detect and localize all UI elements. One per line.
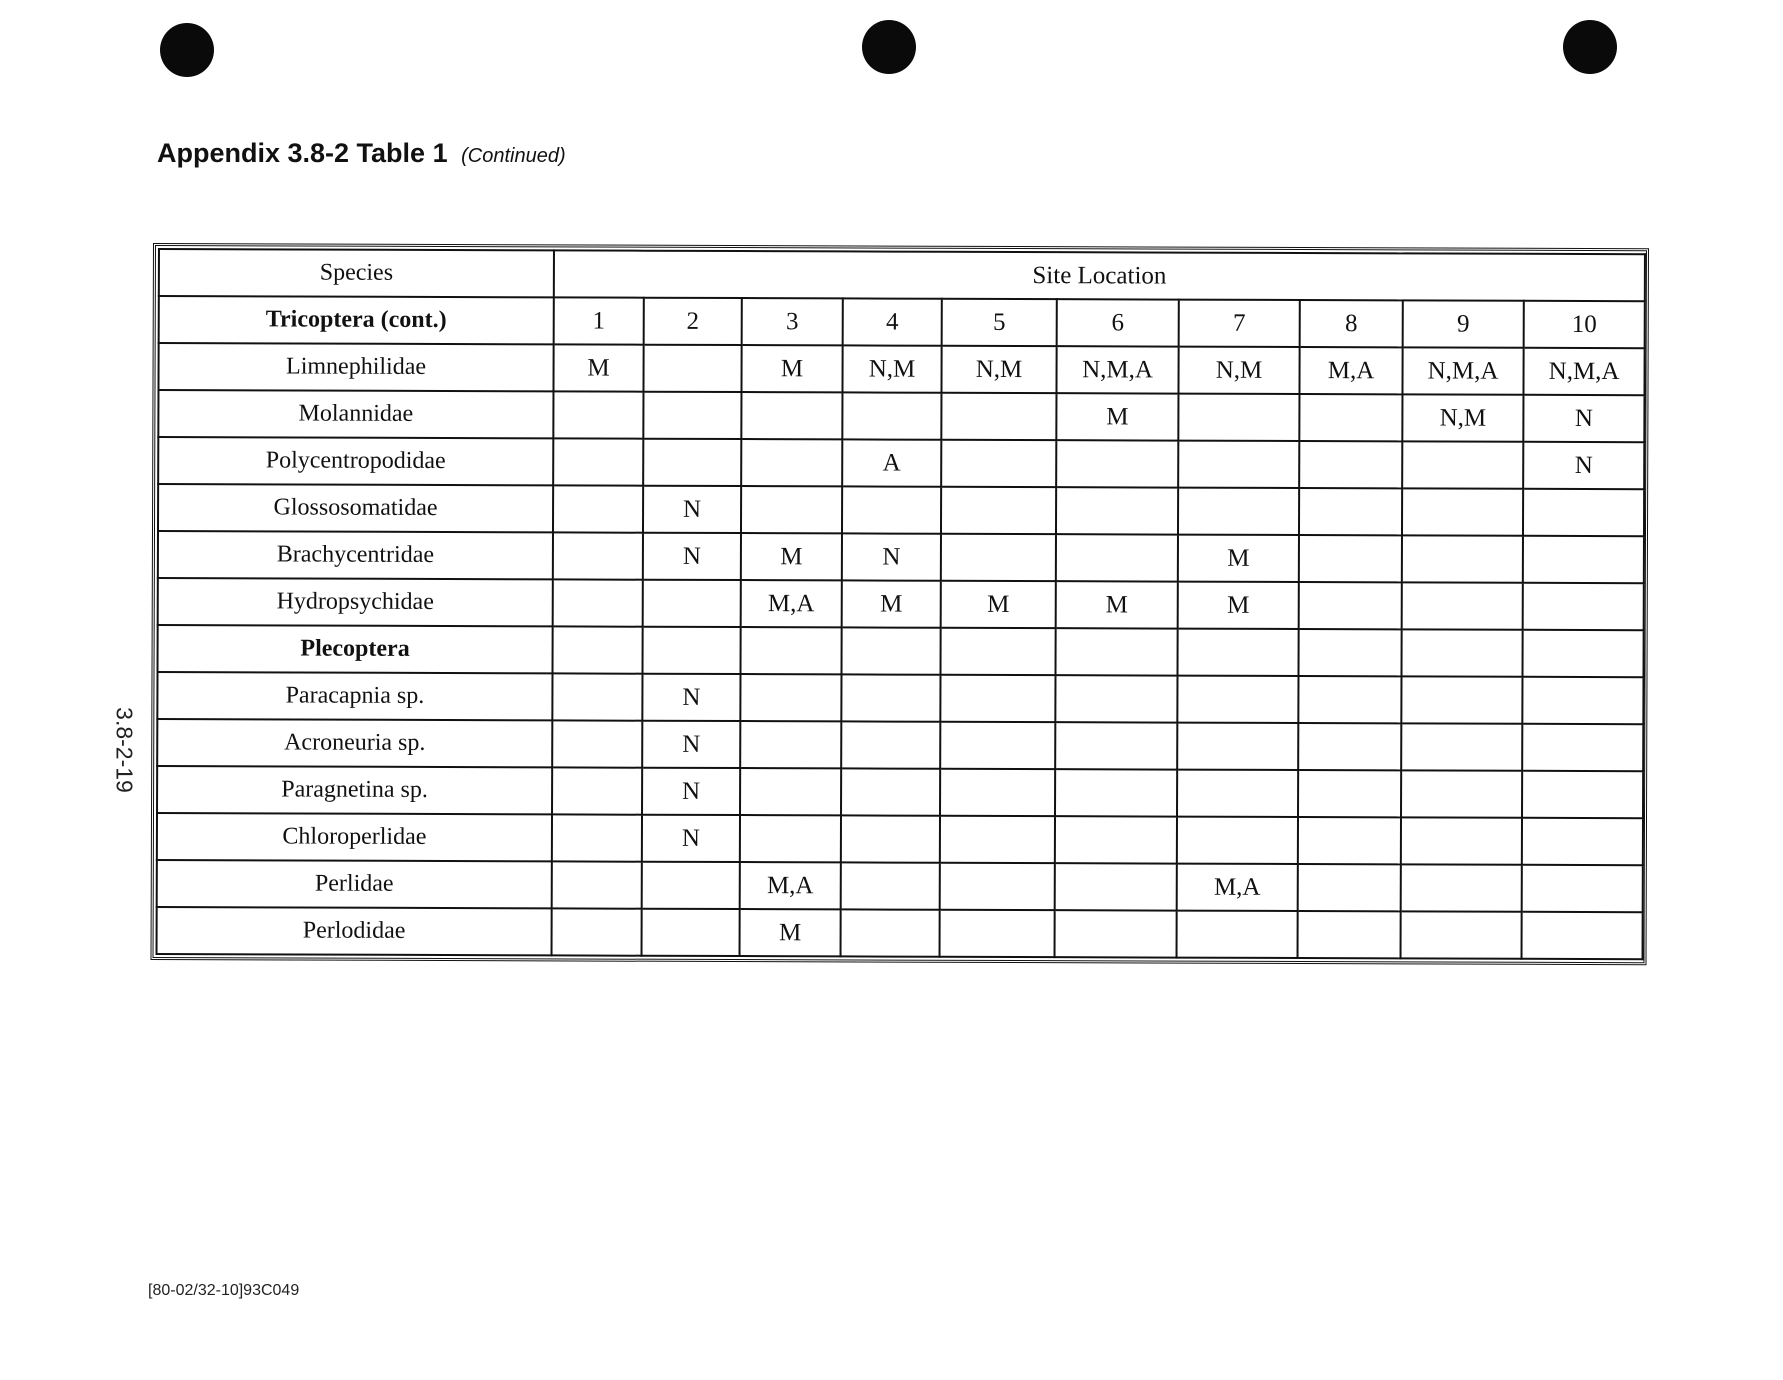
occurrence-cell-site-5: [941, 440, 1056, 487]
occurrence-cell-site-5: [940, 863, 1055, 910]
occurrence-cell-site-7: M: [1178, 582, 1299, 629]
occurrence-cell-site-1: [553, 532, 643, 579]
occurrence-cell-site-2: [643, 580, 741, 627]
table-row: [157, 860, 1643, 912]
site-number-4: 4: [843, 298, 942, 345]
site-number-7: 7: [1179, 300, 1300, 347]
table-row: [157, 672, 1643, 724]
occurrence-cell-site-4: [841, 627, 940, 674]
site-number-10: 10: [1524, 301, 1645, 348]
occurrence-cell-site-7: M: [1178, 535, 1299, 582]
occurrence-cell-site-3: [740, 627, 841, 674]
occurrence-cell-site-10: [1522, 912, 1643, 959]
occurrence-cell-site-5: [940, 816, 1055, 863]
occurrence-cell-site-7: [1177, 911, 1298, 958]
species-name-cell: Limnephilidae: [158, 343, 553, 391]
table-row: [157, 766, 1643, 818]
occurrence-cell-site-9: [1402, 441, 1523, 488]
occurrence-cell-site-9: [1401, 629, 1522, 676]
table-row: [158, 484, 1644, 536]
occurrence-cell-site-2: [643, 392, 741, 439]
occurrence-cell-site-4: [841, 721, 940, 768]
group-header-cell: Plecoptera: [158, 625, 553, 673]
site-location-header: Site Location: [554, 250, 1645, 301]
binder-hole-right: [1563, 20, 1617, 74]
occurrence-cell-site-5: [941, 534, 1056, 581]
table-row: [157, 719, 1643, 771]
occurrence-cell-site-2: [642, 862, 740, 909]
occurrence-cell-site-7: [1177, 817, 1298, 864]
site-number-3: 3: [742, 298, 843, 345]
occurrence-cell-site-10: [1522, 818, 1643, 865]
table-row: [158, 390, 1644, 442]
occurrence-cell-site-5: [940, 722, 1055, 769]
occurrence-cell-site-10: [1523, 489, 1644, 536]
occurrence-cell-site-8: [1299, 441, 1402, 488]
table-body: [157, 249, 1646, 959]
occurrence-cell-site-9: [1401, 817, 1522, 864]
table-row: [157, 907, 1643, 959]
occurrence-cell-site-8: [1298, 629, 1401, 676]
occurrence-cell-site-2: [643, 439, 741, 486]
occurrence-cell-site-9: [1401, 676, 1522, 723]
site-number-row: [159, 296, 1645, 348]
species-name-cell: Brachycentridae: [158, 531, 553, 579]
occurrence-cell-site-8: [1298, 723, 1401, 770]
occurrence-cell-site-8: [1299, 535, 1402, 582]
occurrence-cell-site-1: M: [553, 344, 643, 391]
occurrence-cell-site-5: [941, 393, 1056, 440]
species-site-table: [156, 248, 1647, 960]
occurrence-cell-site-9: [1401, 864, 1522, 911]
site-number-9: 9: [1403, 300, 1524, 347]
occurrence-cell-site-1: [553, 626, 643, 673]
occurrence-cell-site-3: M: [741, 345, 842, 392]
occurrence-cell-site-5: M: [941, 581, 1056, 628]
species-name-cell: Paragnetina sp.: [157, 766, 552, 814]
occurrence-cell-site-6: [1055, 675, 1177, 722]
header-row: [159, 249, 1645, 301]
occurrence-cell-site-8: [1298, 911, 1401, 958]
species-header: Species: [159, 249, 554, 297]
occurrence-cell-site-7: N,M: [1178, 347, 1299, 394]
occurrence-cell-site-6: N,M,A: [1056, 346, 1178, 393]
occurrence-cell-site-7: M,A: [1177, 864, 1298, 911]
occurrence-cell-site-2: [642, 627, 740, 674]
table-row: [158, 343, 1644, 395]
occurrence-cell-site-10: [1523, 536, 1644, 583]
table-row: [157, 813, 1643, 865]
title-continued: (Continued): [461, 145, 566, 167]
occurrence-cell-site-2: [643, 345, 741, 392]
occurrence-cell-site-4: N,M: [842, 345, 941, 392]
occurrence-cell-site-1: [553, 391, 643, 438]
occurrence-cell-site-6: [1055, 910, 1177, 957]
occurrence-cell-site-7: [1178, 394, 1299, 441]
occurrence-cell-site-10: [1522, 724, 1643, 771]
binder-hole-left: [160, 23, 214, 77]
occurrence-cell-site-10: [1522, 771, 1643, 818]
occurrence-cell-site-2: [642, 909, 740, 956]
binder-hole-center: [862, 20, 916, 74]
occurrence-cell-site-1: [552, 767, 642, 814]
occurrence-cell-site-2: N: [643, 533, 741, 580]
species-name-cell: Hydropsychidae: [158, 578, 553, 626]
occurrence-cell-site-1: [553, 579, 643, 626]
occurrence-cell-site-1: [552, 673, 642, 720]
occurrence-cell-site-3: [741, 392, 842, 439]
occurrence-cell-site-10: N: [1523, 395, 1644, 442]
occurrence-cell-site-6: [1056, 487, 1178, 534]
species-name-cell: Perlodidae: [157, 907, 552, 955]
occurrence-cell-site-9: N,M,A: [1402, 347, 1523, 394]
occurrence-cell-site-9: [1401, 723, 1522, 770]
species-name-cell: Molannidae: [158, 390, 553, 438]
occurrence-cell-site-9: N,M: [1402, 394, 1523, 441]
occurrence-cell-site-4: A: [842, 439, 941, 486]
occurrence-cell-site-1: [553, 485, 643, 532]
occurrence-cell-site-3: M: [741, 533, 842, 580]
occurrence-cell-site-6: M: [1056, 393, 1178, 440]
occurrence-cell-site-7: [1178, 441, 1299, 488]
occurrence-cell-site-2: N: [642, 674, 740, 721]
occurrence-cell-site-10: [1522, 677, 1643, 724]
occurrence-cell-site-8: [1298, 817, 1401, 864]
occurrence-cell-site-8: [1298, 864, 1401, 911]
occurrence-cell-site-10: [1522, 865, 1643, 912]
occurrence-cell-site-10: [1523, 583, 1644, 630]
occurrence-cell-site-10: N: [1523, 442, 1644, 489]
species-name-cell: Polycentropodidae: [158, 437, 553, 485]
occurrence-cell-site-5: N,M: [941, 346, 1056, 393]
site-number-6: 6: [1057, 299, 1179, 346]
occurrence-cell-site-4: M: [842, 580, 941, 627]
occurrence-cell-site-3: [740, 815, 841, 862]
occurrence-cell-site-7: [1177, 723, 1298, 770]
occurrence-cell-site-7: [1177, 676, 1298, 723]
occurrence-cell-site-6: [1056, 440, 1178, 487]
occurrence-cell-site-8: [1299, 394, 1402, 441]
occurrence-cell-site-5: [940, 675, 1055, 722]
species-table-frame: [150, 243, 1648, 965]
group-header-tricoptera: Tricoptera (cont.): [159, 296, 554, 344]
occurrence-cell-site-9: [1402, 535, 1523, 582]
occurrence-cell-site-2: N: [642, 768, 740, 815]
occurrence-cell-site-1: [552, 908, 642, 955]
occurrence-cell-site-5: [940, 628, 1055, 675]
species-name-cell: Chloroperlidae: [157, 813, 552, 861]
table-row: [158, 437, 1644, 489]
occurrence-cell-site-3: M: [740, 909, 841, 956]
species-name-cell: Paracapnia sp.: [157, 672, 552, 720]
occurrence-cell-site-3: [740, 674, 841, 721]
occurrence-cell-site-8: [1298, 770, 1401, 817]
occurrence-cell-site-1: [552, 720, 642, 767]
occurrence-cell-site-9: [1402, 582, 1523, 629]
occurrence-cell-site-3: M,A: [741, 580, 842, 627]
occurrence-cell-site-6: [1055, 816, 1177, 863]
occurrence-cell-site-4: [842, 486, 941, 533]
occurrence-cell-site-5: [940, 910, 1055, 957]
occurrence-cell-site-6: [1055, 863, 1177, 910]
occurrence-cell-site-4: [841, 862, 940, 909]
occurrence-cell-site-10: [1522, 630, 1643, 677]
occurrence-cell-site-6: [1055, 722, 1177, 769]
occurrence-cell-site-6: M: [1056, 581, 1178, 628]
occurrence-cell-site-9: [1402, 488, 1523, 535]
occurrence-cell-site-10: N,M,A: [1523, 348, 1644, 395]
title-main: Appendix 3.8-2 Table 1: [157, 138, 448, 168]
occurrence-cell-site-3: [741, 486, 842, 533]
occurrence-cell-site-8: [1299, 488, 1402, 535]
occurrence-cell-site-7: [1178, 488, 1299, 535]
occurrence-cell-site-3: [740, 768, 841, 815]
occurrence-cell-site-7: [1177, 629, 1298, 676]
table-row: [158, 531, 1644, 583]
species-name-cell: Acroneuria sp.: [157, 719, 552, 767]
occurrence-cell-site-1: [552, 861, 642, 908]
occurrence-cell-site-4: [841, 909, 940, 956]
occurrence-cell-site-4: [842, 392, 941, 439]
occurrence-cell-site-5: [941, 487, 1056, 534]
occurrence-cell-site-8: [1299, 582, 1402, 629]
occurrence-cell-site-6: [1055, 769, 1177, 816]
species-name-cell: Glossosomatidae: [158, 484, 553, 532]
side-page-number: 3.8-2-19: [111, 707, 138, 793]
occurrence-cell-site-8: M,A: [1299, 347, 1402, 394]
occurrence-cell-site-2: N: [642, 815, 740, 862]
occurrence-cell-site-6: [1055, 628, 1177, 675]
site-number-5: 5: [942, 299, 1057, 346]
table-row: [158, 578, 1644, 630]
occurrence-cell-site-4: [841, 815, 940, 862]
occurrence-cell-site-3: [740, 721, 841, 768]
occurrence-cell-site-5: [940, 769, 1055, 816]
occurrence-cell-site-7: [1177, 770, 1298, 817]
occurrence-cell-site-4: [841, 768, 940, 815]
occurrence-cell-site-2: N: [643, 486, 741, 533]
occurrence-cell-site-9: [1401, 911, 1522, 958]
site-number-8: 8: [1300, 300, 1403, 347]
occurrence-cell-site-2: N: [642, 721, 740, 768]
occurrence-cell-site-4: N: [842, 533, 941, 580]
species-name-cell: Perlidae: [157, 860, 552, 908]
site-number-2: 2: [644, 298, 742, 345]
page-title: [157, 138, 566, 169]
table-row: [158, 625, 1644, 677]
document-code: [80-02/32-10]93C049: [148, 1282, 300, 1299]
occurrence-cell-site-8: [1298, 676, 1401, 723]
occurrence-cell-site-3: M,A: [740, 862, 841, 909]
occurrence-cell-site-6: [1056, 534, 1178, 581]
occurrence-cell-site-9: [1401, 770, 1522, 817]
site-number-1: 1: [554, 297, 644, 344]
occurrence-cell-site-1: [552, 814, 642, 861]
occurrence-cell-site-3: [741, 439, 842, 486]
occurrence-cell-site-1: [553, 438, 643, 485]
occurrence-cell-site-4: [841, 674, 940, 721]
